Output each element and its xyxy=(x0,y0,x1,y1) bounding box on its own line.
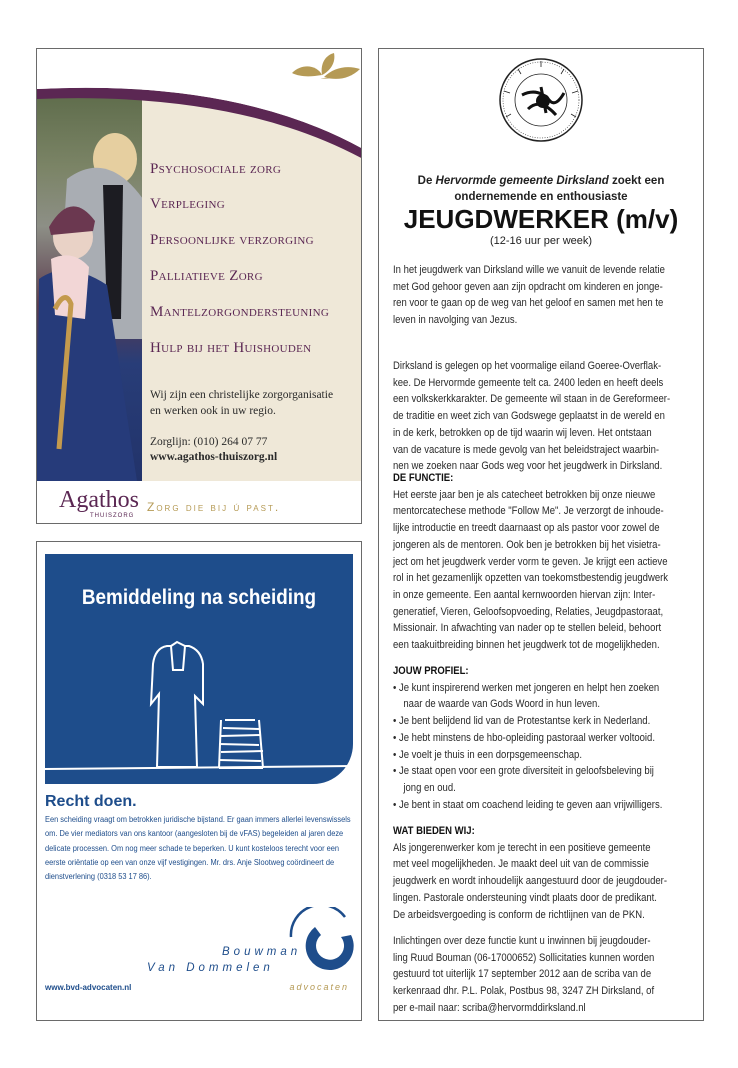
vacancy-advertisement xyxy=(378,48,704,1021)
text-line: met veel mogelijkheden. Je maakt deel uit van de commissie xyxy=(393,858,649,871)
bvd-logo-name-1: Bouwman xyxy=(222,946,302,958)
text-line: • Je bent belijdend lid van de Protestantse kerk in Nederland. xyxy=(393,715,651,728)
section-profiel xyxy=(393,663,696,813)
intro-line-2: ondernemende en enthousiaste xyxy=(454,191,628,203)
text-line: jeugdwerk en wordt inhoudelijk aangestuurd door de jeugdouder- xyxy=(393,875,668,888)
text-line: Als jongerenwerker kom je terecht in een positieve gemeente xyxy=(393,841,651,854)
service-item: Psychosociale zorg xyxy=(150,161,282,177)
bvd-heading: Recht doen. xyxy=(45,793,137,810)
intro-line-1 xyxy=(379,175,703,187)
body-line: Een scheiding vraagt om betrokken juridische bijstand. Er gaan immers allerlei levenswissels xyxy=(45,815,351,824)
bvd-advocaten: advocaten xyxy=(289,982,349,992)
text-line: • Je bent in staat om coachend leiding te geven aan vrijwilligers. xyxy=(393,798,663,811)
service-item: Hulp bij het Huishouden xyxy=(150,340,312,356)
text-line: ject om het jeugdwerk verder vorm te geven. Je krijgt een actieve xyxy=(393,555,668,568)
service-item: Persoonlijke verzorging xyxy=(150,232,314,248)
job-title: JEUGDWERKER (m/v) xyxy=(403,204,679,234)
bvd-title: Bemiddeling na scheiding xyxy=(81,586,317,609)
phone-number: Zorglijn: (010) 264 07 77 xyxy=(150,436,268,448)
paragraph-intro xyxy=(393,262,696,329)
agathos-logo-subtitle: THUISZORG xyxy=(90,513,135,519)
section-body xyxy=(393,487,696,654)
body-line: eerste oriëntatie op een van onze vijf vestigingen. Mr. drs. Anje Slootweg coördineert de xyxy=(45,857,335,867)
bvd-website-url[interactable]: www.bvd-advocaten.nl xyxy=(45,983,132,992)
text-line: in de kerk, betrokken op de tijd waarin wij leven. Het ontstaan xyxy=(393,426,652,439)
text-line: nen we zoeken naar Gods weg voor het jeugdwerk in Dirksland. xyxy=(393,460,663,473)
agathos-logo: Agathos xyxy=(59,487,139,513)
section-bieden xyxy=(393,823,696,923)
paragraph-dirksland xyxy=(393,358,696,475)
section-heading: DE FUNCTIE: xyxy=(393,472,454,484)
text-line: Inlichtingen over deze functie kunt u inwinnen bij jeugdouder- xyxy=(393,935,651,947)
service-item: Palliatieve Zorg xyxy=(150,268,263,284)
intro-text: De xyxy=(417,175,436,187)
website-url[interactable]: www.agathos-thuiszorg.nl xyxy=(150,451,278,463)
intro-text: Wij zijn een christelijke zorgorganisatie xyxy=(150,389,334,401)
text-line: de traditie en weet zich van Godswege geplaatst in de wereld en xyxy=(393,410,665,423)
text-line: kee. De Hervormde gemeente telt ca. 2400 leden en heeft deels xyxy=(393,376,664,389)
purple-swoosh xyxy=(37,79,362,159)
intro-text: zoekt een xyxy=(608,175,665,187)
agathos-tagline: Zorg die bij ú past. xyxy=(147,500,281,514)
section-heading: WAT BIEDEN WIJ: xyxy=(393,825,475,837)
contact-info xyxy=(393,933,696,1017)
church-name: Hervormde gemeente Dirksland xyxy=(435,175,609,187)
text-line: in onze gemeente. Een aantal kernwoorden hiervan zijn: Inter- xyxy=(393,588,656,601)
job-hours: (12-16 uur per week) xyxy=(489,235,593,247)
text-line: lijke introductie en treedt daarnaast op als pastor voor zowel de xyxy=(393,522,660,535)
bvd-banner xyxy=(45,554,353,784)
text-line: Het eerste jaar ben je als catecheet betrokken bij onze nieuwe xyxy=(393,488,656,501)
text-line: mentorcatechese methode "Follow Me". Je verzorgt de inhoude- xyxy=(393,505,664,518)
body-line: dienstverlening (0318 53 17 86). xyxy=(45,872,152,882)
robe-and-books-illustration xyxy=(45,634,353,784)
text-line: met God gehoor geven aan zijn opdracht om kinderen en jonge- xyxy=(393,280,663,293)
text-line: naar de waarde van Gods Woord in hun leven. xyxy=(403,698,600,711)
service-item: Mantelzorgondersteuning xyxy=(150,304,330,320)
agathos-advertisement xyxy=(36,48,362,524)
text-line: • Je staat open voor een grote diversiteit in geloofsbeleving bij xyxy=(393,765,654,778)
text-line: ling Ruud Bouman (06-17000652) Sollicitaties kunnen worden xyxy=(393,951,655,964)
text-line: De arbeidsvergoeding is conform de richtlijnen van de PKN. xyxy=(393,908,645,921)
text-line: jong en oud. xyxy=(403,781,456,794)
section-body xyxy=(393,840,696,924)
body-line: delicate processen. Om nog meer schade te beperken. U kunt kosteloos terecht voor een xyxy=(45,843,340,853)
bvd-logo-name-2: Van Dommelen xyxy=(147,962,274,974)
section-functie xyxy=(393,470,696,654)
text-line: • Je kunt inspirerend werken met jongeren en helpt hen zoeken xyxy=(393,681,660,694)
bvd-logo-icon xyxy=(285,907,355,973)
service-item: Verpleging xyxy=(150,196,225,212)
text-line: lingen. Pastorale ondersteuning vindt plaats door de predikant. xyxy=(393,891,657,904)
text-line: Missionair. In afwachting van nader op te stellen beleid, behoort xyxy=(393,622,662,635)
bvd-advertisement xyxy=(36,541,362,1021)
bvd-body-text xyxy=(45,813,352,884)
text-line: Dirksland is gelegen op het voormalige eiland Goeree-Overflak- xyxy=(393,360,662,372)
text-line: rol in het gezamenlijk opzetten van toekomstbestendig jeugdwerk xyxy=(393,572,669,585)
text-line: van de vacature is mede gevolg van het beleidstraject waarbin- xyxy=(393,443,660,456)
text-line: kerkenraad dhr. P.L. Polak, Postbus 98, 3247 ZH Dirksland, of xyxy=(393,985,655,998)
text-line: • Je hebt minstens de hbo-opleiding pastoraal werker voltooid. xyxy=(393,731,655,744)
text-line: In het jeugdwerk van Dirksland wille we vanuit de levende relatie xyxy=(393,264,665,276)
text-line: leven in navolging van Jezus. xyxy=(393,314,518,327)
text-line: een volkskerkkarakter. De gemeente wil staan in de Gereformeer- xyxy=(393,393,671,406)
section-heading: JOUW PROFIEL: xyxy=(393,665,469,677)
text-line: ren voor te gaan op de weg van het geloof en samen met hen te xyxy=(393,297,664,310)
text-line: een taakuitbreiding binnen het jeugdwerk tot de mogelijkheden. xyxy=(393,639,660,652)
body-line: om. De vier mediators van ons kantoor (aangesloten bij de vFAS) begeleiden al jaren deze xyxy=(45,829,344,839)
intro-text: en werken ook in uw regio. xyxy=(150,405,276,417)
text-line: generatief, Vieren, Geloofsopvoeding, Relaties, Jeugdpastoraat, xyxy=(393,605,664,618)
section-body xyxy=(393,680,696,814)
church-seal-icon xyxy=(498,57,584,143)
text-line: jongeren als de mentoren. Ook ben je betrokken bij het visietra- xyxy=(393,538,661,551)
text-line: • Je voelt je thuis in een dorpsgemeenschap. xyxy=(393,748,583,761)
text-line: gestuurd tot uiterlijk 17 september 2012 aan de scriba van de xyxy=(393,968,652,981)
text-line: per e-mail naar: scriba@hervormddirksland.nl xyxy=(393,1001,586,1014)
